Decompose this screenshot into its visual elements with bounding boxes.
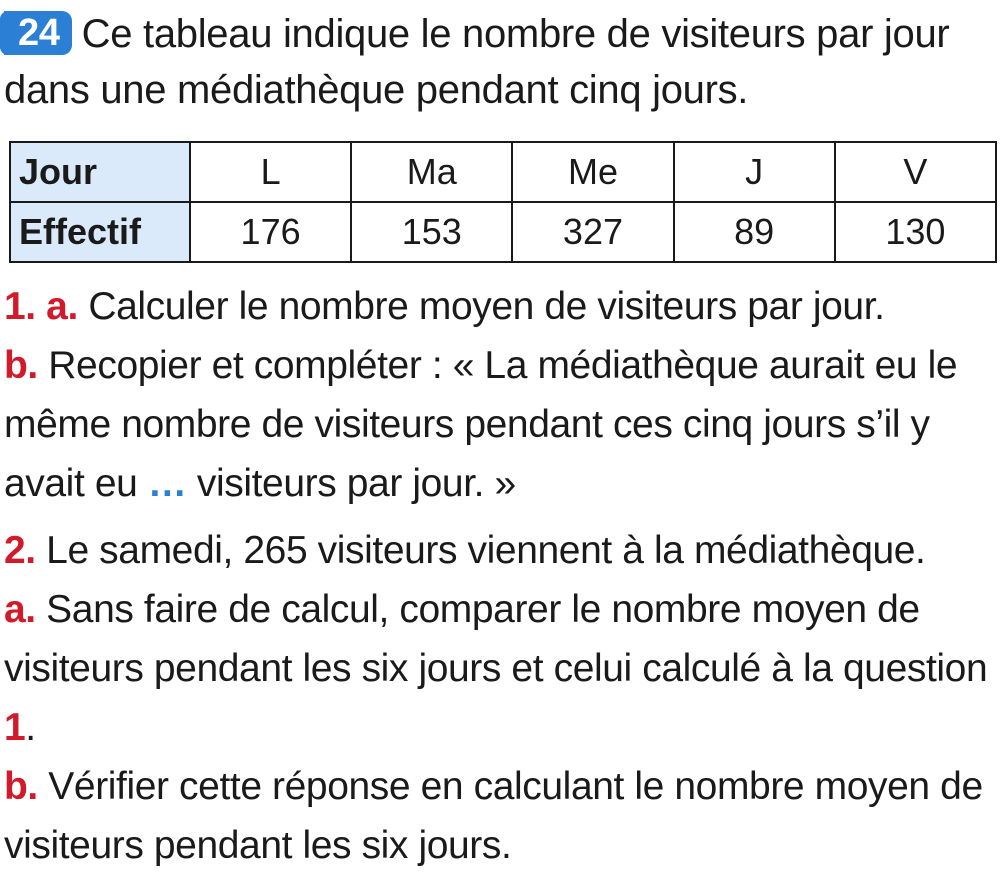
table-cell-value: 153	[351, 202, 512, 262]
table-cell-day: Me	[512, 142, 673, 202]
exercise-intro	[4, 6, 994, 118]
table-cell-day: Ma	[351, 142, 512, 202]
exercise-intro-text: Ce tableau indique le nombre de visiteurs par jour dans une médiathèque pendant cinq jours.	[4, 12, 950, 112]
exercise-number-badge: 24	[4, 11, 72, 55]
question-1b	[4, 336, 998, 513]
table-cell-value: 130	[835, 202, 996, 262]
question-text: Calculer le nombre moyen de visiteurs par jour.	[77, 285, 885, 328]
question-marker: a.	[4, 588, 36, 631]
question-text: Le samedi, 265 visiteurs viennent à la médiathèque.	[35, 529, 926, 572]
question-1a	[4, 277, 998, 336]
question-marker: b.	[4, 765, 38, 808]
questions-block	[4, 277, 998, 875]
table-header-jour: Jour	[10, 142, 190, 202]
question-2b	[4, 757, 998, 875]
table-row-days	[10, 142, 996, 202]
table-cell-day: V	[835, 142, 996, 202]
table-cell-value: 89	[674, 202, 835, 262]
question-text: Sans faire de calcul, comparer le nombre moyen de visiteurs pendant les six jours et celui calculé à la question	[4, 588, 988, 690]
question-text: visiteurs par jour. »	[186, 462, 516, 505]
question-reference: 1	[4, 706, 26, 749]
question-marker: 2.	[4, 529, 36, 572]
table-cell-value: 327	[512, 202, 673, 262]
question-text: .	[25, 706, 36, 749]
question-2a	[4, 580, 998, 757]
question-text: Vérifier cette réponse en calculant le nombre moyen de visiteurs pendant les six jours.	[4, 765, 983, 867]
table-row-effectif	[10, 202, 996, 262]
table-cell-day: J	[674, 142, 835, 202]
table-cell-value: 176	[190, 202, 351, 262]
table-cell-day: L	[190, 142, 351, 202]
spacer	[4, 513, 998, 521]
question-marker: b.	[4, 344, 38, 387]
blank-dots: …	[147, 462, 187, 505]
question-text: Recopier et compléter : « La médiathèque aurait eu le même nombre de visiteurs pendant ces cinq jours s’il y avait eu	[4, 344, 958, 505]
question-marker: 1. a.	[4, 285, 78, 328]
question-2	[4, 521, 998, 580]
visitors-table	[9, 141, 997, 263]
table-header-effectif: Effectif	[10, 202, 190, 262]
